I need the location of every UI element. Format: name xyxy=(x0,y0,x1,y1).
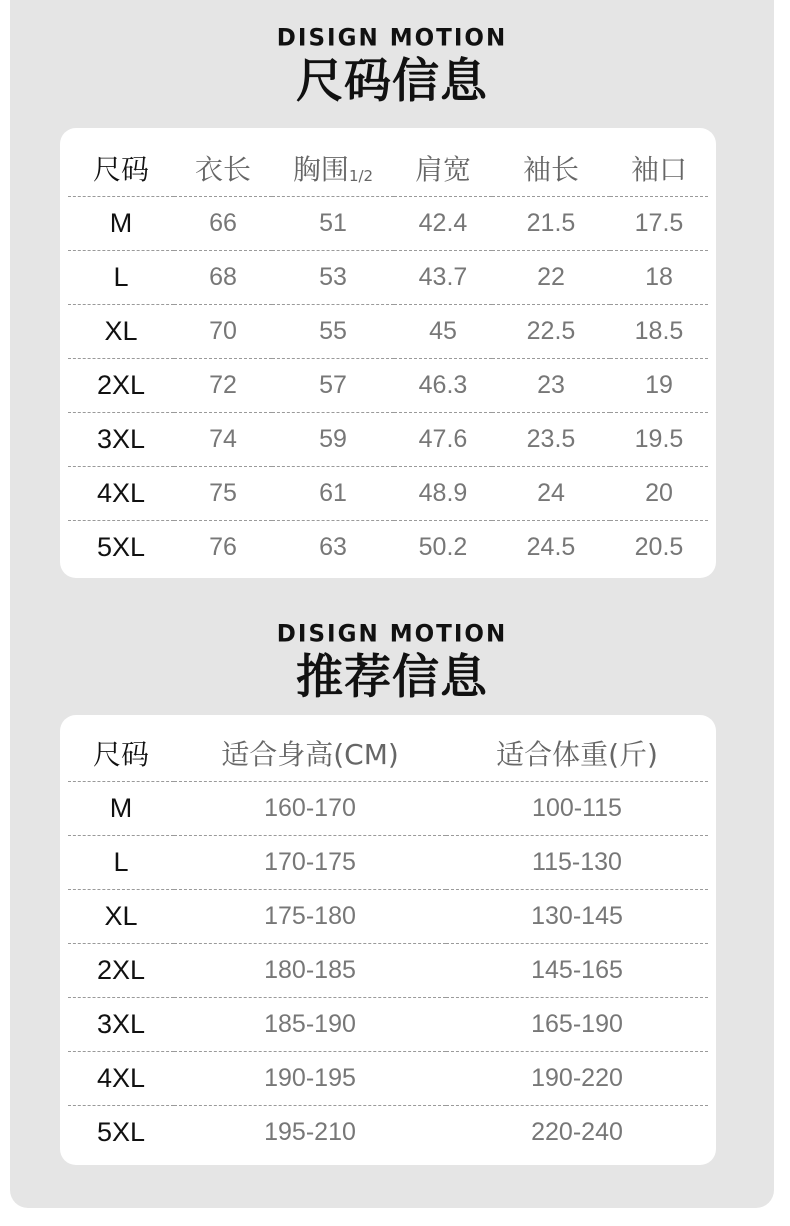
recommend-info-heading xyxy=(10,620,774,706)
table-cell: 185-190 xyxy=(174,998,446,1052)
col-header-shoulder: 肩宽 xyxy=(414,153,471,186)
recommend-info-card xyxy=(60,715,716,1165)
table-cell: 195-210 xyxy=(174,1106,446,1160)
table-cell: 57 xyxy=(272,359,394,413)
table-cell: 18.5 xyxy=(610,305,708,359)
table-cell: 175-180 xyxy=(174,890,446,944)
table-cell: 59 xyxy=(272,413,394,467)
table-row xyxy=(68,944,708,998)
brand-label: DISIGN MOTION xyxy=(276,620,508,648)
recommend-info-table xyxy=(68,725,708,1159)
size-info-table xyxy=(68,140,708,574)
table-row xyxy=(68,467,708,521)
table-cell: 74 xyxy=(174,413,272,467)
table-cell: 19 xyxy=(610,359,708,413)
table-cell: 160-170 xyxy=(174,782,446,836)
table-cell: 115-130 xyxy=(446,836,708,890)
brand-label: DISIGN MOTION xyxy=(276,24,508,52)
size-info-heading xyxy=(10,24,774,110)
table-cell: 45 xyxy=(394,305,492,359)
table-cell: 22.5 xyxy=(492,305,610,359)
size-info-header-row xyxy=(68,140,708,197)
table-cell: 100-115 xyxy=(446,782,708,836)
table-row xyxy=(68,836,708,890)
table-cell: 51 xyxy=(272,197,394,251)
table-cell: 20 xyxy=(610,467,708,521)
table-cell: 22 xyxy=(492,251,610,305)
table-row xyxy=(68,305,708,359)
size-info-card xyxy=(60,128,716,578)
table-cell: 165-190 xyxy=(446,998,708,1052)
table-cell: 130-145 xyxy=(446,890,708,944)
table-cell: 61 xyxy=(272,467,394,521)
table-cell: 53 xyxy=(272,251,394,305)
col-header-length: 衣长 xyxy=(194,153,251,186)
table-cell: 23.5 xyxy=(492,413,610,467)
table-cell: 66 xyxy=(174,197,272,251)
table-row xyxy=(68,998,708,1052)
table-cell: 3XL xyxy=(68,998,174,1052)
table-cell: L xyxy=(68,836,174,890)
table-row xyxy=(68,413,708,467)
table-cell: 76 xyxy=(174,521,272,575)
table-cell: 19.5 xyxy=(610,413,708,467)
table-cell: 2XL xyxy=(68,944,174,998)
table-row xyxy=(68,782,708,836)
table-row xyxy=(68,890,708,944)
table-cell: 48.9 xyxy=(394,467,492,521)
col-header-weight: 适合体重(斤) xyxy=(496,738,658,771)
table-row xyxy=(68,1106,708,1160)
table-cell: 190-195 xyxy=(174,1052,446,1106)
table-cell: 72 xyxy=(174,359,272,413)
table-row xyxy=(68,521,708,575)
table-cell: 24.5 xyxy=(492,521,610,575)
table-cell: 68 xyxy=(174,251,272,305)
table-row xyxy=(68,197,708,251)
col-header-size: 尺码 xyxy=(92,738,149,771)
table-cell: 3XL xyxy=(68,413,174,467)
table-cell: M xyxy=(68,197,174,251)
table-cell: 42.4 xyxy=(394,197,492,251)
table-cell: XL xyxy=(68,305,174,359)
table-row xyxy=(68,359,708,413)
table-cell: 4XL xyxy=(68,1052,174,1106)
table-cell: 55 xyxy=(272,305,394,359)
table-cell: 145-165 xyxy=(446,944,708,998)
table-cell: 47.6 xyxy=(394,413,492,467)
table-cell: L xyxy=(68,251,174,305)
table-cell: 21.5 xyxy=(492,197,610,251)
table-cell: 50.2 xyxy=(394,521,492,575)
col-header-chest xyxy=(272,140,394,197)
table-cell: 20.5 xyxy=(610,521,708,575)
col-header-chest-suffix: 1/2 xyxy=(348,167,374,185)
table-cell: 63 xyxy=(272,521,394,575)
table-cell: 43.7 xyxy=(394,251,492,305)
recommend-info-title: 推荐信息 xyxy=(296,650,488,705)
table-cell: 24 xyxy=(492,467,610,521)
col-header-height: 适合身高(CM) xyxy=(221,738,399,771)
table-cell: 17.5 xyxy=(610,197,708,251)
table-cell: 4XL xyxy=(68,467,174,521)
col-header-size: 尺码 xyxy=(92,153,149,186)
table-cell: XL xyxy=(68,890,174,944)
col-header-cuff: 袖口 xyxy=(630,153,687,186)
table-cell: 18 xyxy=(610,251,708,305)
table-cell: 70 xyxy=(174,305,272,359)
table-cell: 190-220 xyxy=(446,1052,708,1106)
col-header-sleeve: 袖长 xyxy=(522,153,579,186)
table-cell: 5XL xyxy=(68,1106,174,1160)
recommend-info-header-row xyxy=(68,725,708,782)
table-cell: 75 xyxy=(174,467,272,521)
table-cell: 5XL xyxy=(68,521,174,575)
table-cell: 23 xyxy=(492,359,610,413)
size-info-title: 尺码信息 xyxy=(296,54,488,109)
table-cell: 180-185 xyxy=(174,944,446,998)
table-cell: 2XL xyxy=(68,359,174,413)
table-row xyxy=(68,251,708,305)
table-cell: 46.3 xyxy=(394,359,492,413)
col-header-chest-label: 胸围 xyxy=(292,153,349,186)
table-cell: M xyxy=(68,782,174,836)
table-row xyxy=(68,1052,708,1106)
table-cell: 170-175 xyxy=(174,836,446,890)
table-cell: 220-240 xyxy=(446,1106,708,1160)
